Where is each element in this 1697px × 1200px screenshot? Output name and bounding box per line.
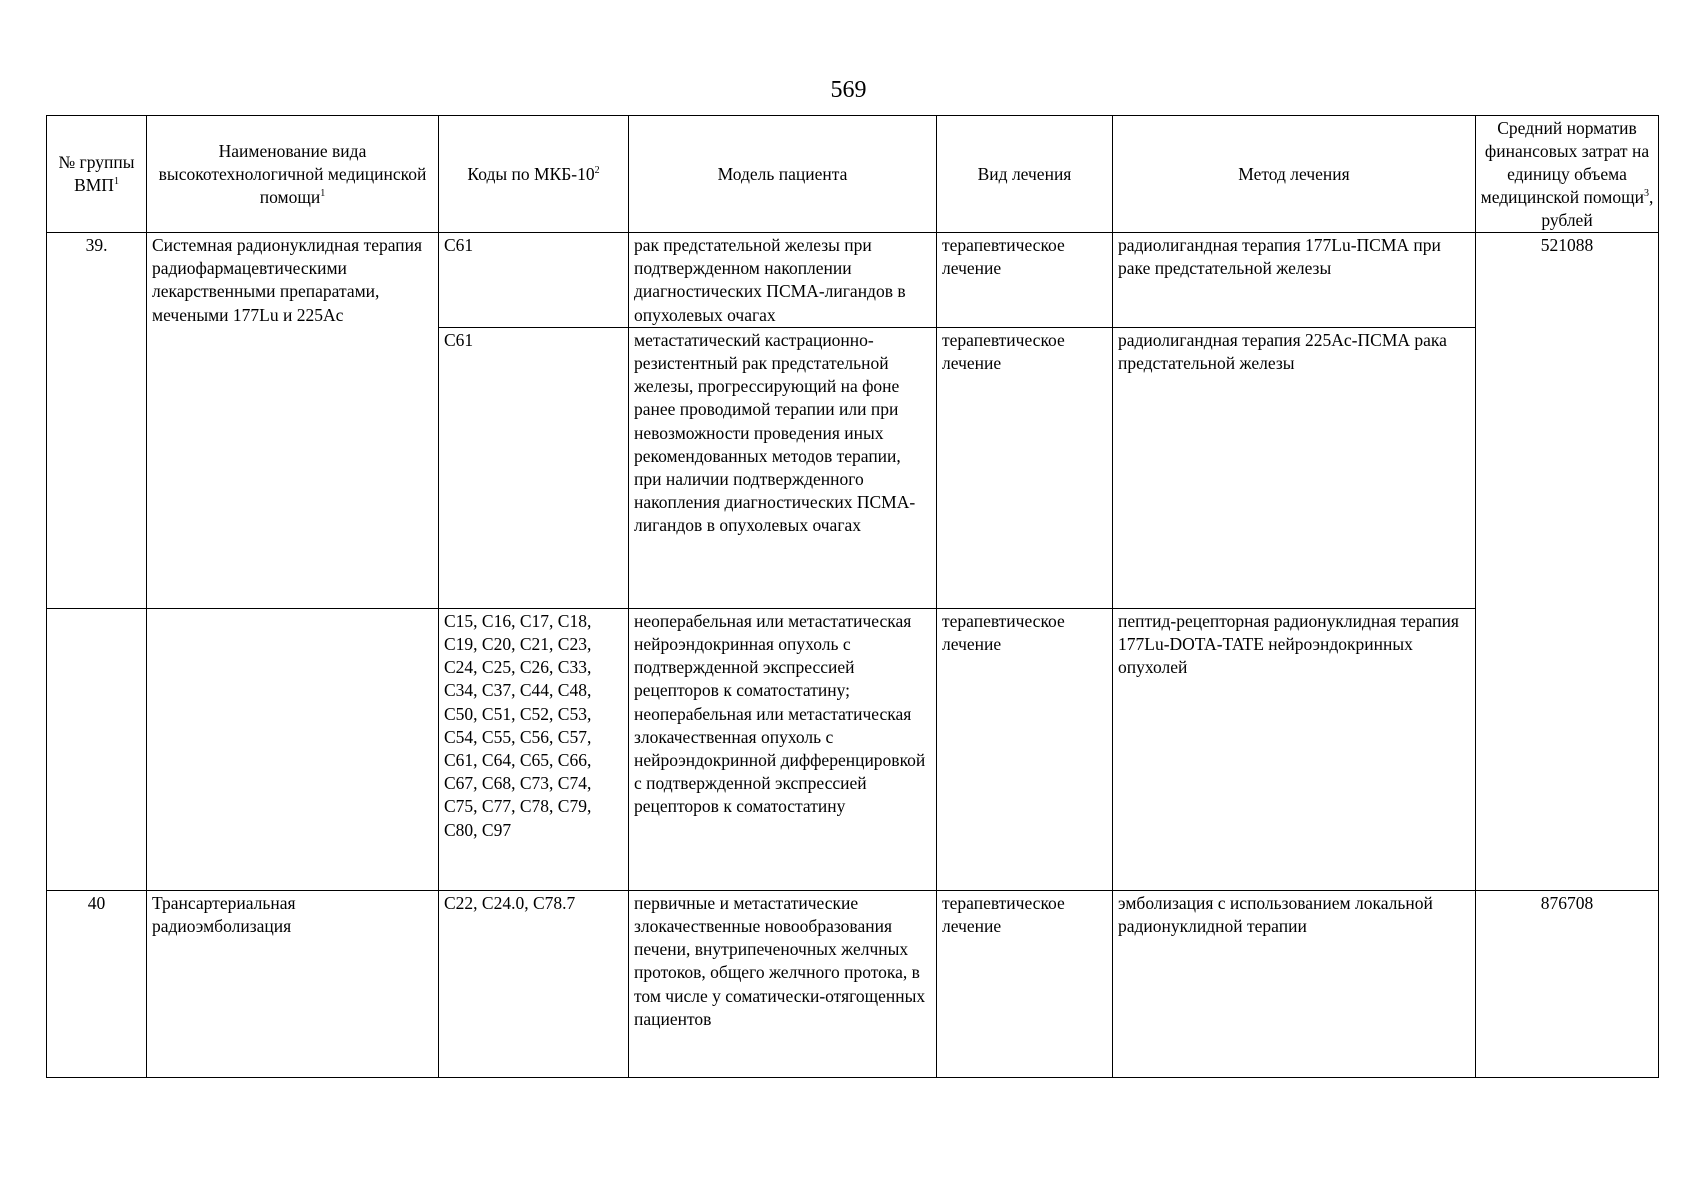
header-method: Метод лечения	[1113, 116, 1476, 233]
cost-value: 876708	[1476, 890, 1659, 1077]
treatment-type: терапевтическое лечение	[937, 233, 1113, 328]
table-row	[47, 890, 1659, 1077]
group-number: 39.	[47, 233, 147, 609]
patient-model: рак предстательной железы при подтвержденном накоплении диагностических ПСМА-лигандов в опухолевых очагах	[629, 233, 937, 328]
header-group-no: № группы ВМП$^1$	[47, 116, 147, 233]
table-row	[47, 233, 1659, 328]
table-row	[47, 608, 1659, 890]
treatment-method: радиолигандная терапия 225Ac-ПСМА рака предстательной железы	[1113, 327, 1476, 608]
header-cost: Средний норматив финансовых затрат на единицу объема медицинской помощи$^3$, рублей	[1476, 116, 1659, 233]
treatment-method: пептид-рецепторная радионуклидная терапия 177Lu-DOTA-TATE нейроэндокринных опухолей	[1113, 608, 1476, 890]
patient-model: неоперабельная или метастатическая нейроэндокринная опухоль с подтвержденной экспрессией рецепторов к соматостатину; неоперабельная или метастатическая злокачественная опухоль с нейроэндокринной дифференцировкой с подтвержденной экспрессией рецепторов к соматостатину	[629, 608, 937, 890]
patient-model: первичные и метастатические злокачественные новообразования печени, внутрипеченочных желчных протоков, общего желчного протока, в том числе у соматически-отягощенных пациентов	[629, 890, 937, 1077]
treatment-type: терапевтическое лечение	[937, 890, 1113, 1077]
treatment-method: эмболизация с использованием локальной радионуклидной терапии	[1113, 890, 1476, 1077]
header-treatment-type: Вид лечения	[937, 116, 1113, 233]
vmp-table	[46, 115, 1659, 1078]
icd-codes: C61	[439, 233, 629, 328]
icd-codes: C61	[439, 327, 629, 608]
group-name-empty	[147, 608, 439, 890]
patient-model: метастатический кастрационно-резистентный рак предстательной железы, прогрессирующий на фоне ранее проводимой терапии или при невозможности проведения иных рекомендованных методов терапии, при наличии подтвержденного накопления диагностических ПСМА-лигандов в опухолевых очагах	[629, 327, 937, 608]
group-number-empty	[47, 608, 147, 890]
cost-value: 521088	[1476, 233, 1659, 891]
group-name: Трансартериальная радиоэмболизация	[147, 890, 439, 1077]
page-number: 569	[830, 77, 867, 103]
header-codes: Коды по МКБ-$10^2$	[439, 116, 629, 233]
header-model: Модель пациента	[629, 116, 937, 233]
header-name: Наименование вида высокотехнологичной медицинской помощи$^1$	[147, 116, 439, 233]
treatment-type: терапевтическое лечение	[937, 327, 1113, 608]
header-row	[47, 116, 1659, 233]
group-number: 40	[47, 890, 147, 1077]
icd-codes: C15, C16, C17, C18, C19, C20, C21, C23, C24, C25, C26, C33, C34, C37, C44, C48, C50, C51, C52, C53, C54, C55, C56, C57, C61, C64, C65, C66, C67, C68, C73, C74, C75, C77, C78, C79, C80, C97	[439, 608, 629, 890]
icd-codes: C22, C24.0, C78.7	[439, 890, 629, 1077]
treatment-type: терапевтическое лечение	[937, 608, 1113, 890]
group-name: Системная радионуклидная терапия радиофармацевтическими лекарственными препаратами, мечеными 177Lu и 225Ac	[147, 233, 439, 609]
treatment-method: радиолигандная терапия 177Lu-ПСМА при раке предстательной железы	[1113, 233, 1476, 328]
